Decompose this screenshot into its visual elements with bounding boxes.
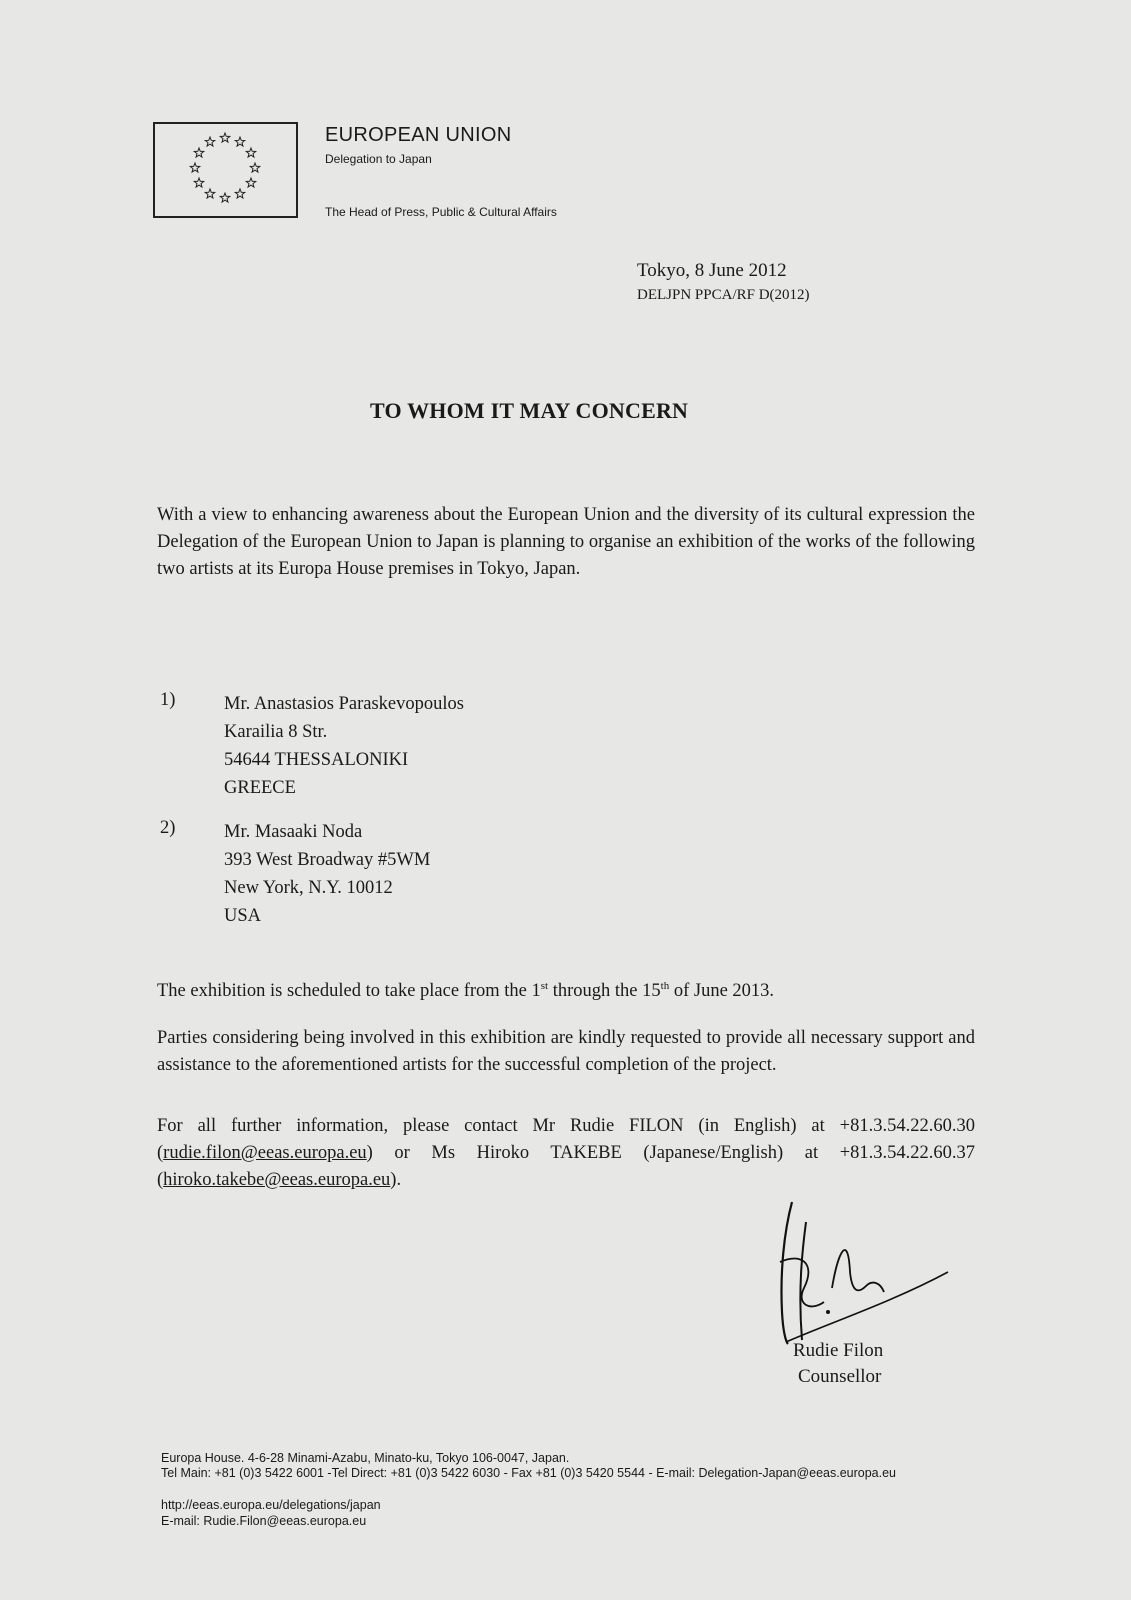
handwritten-signature <box>772 1192 972 1352</box>
artist-city: 54644 THESSALONIKI <box>224 750 409 770</box>
star-icon <box>235 189 245 198</box>
star-icon <box>194 178 204 187</box>
intro-paragraph: With a view to enhancing awareness about the European Union and the diversity of its cultural expression the Delegation of the European Union to Japan is planning to organise an exhibition of the works of the following two artists at its Europa House premises in Tokyo, Japan. <box>157 505 975 579</box>
artist-name: Mr. Anastasios Paraskevopoulos <box>224 694 464 714</box>
artist-city: New York, N.Y. 10012 <box>224 878 393 898</box>
department-name: The Head of Press, Public & Cultural Affairs <box>325 205 557 219</box>
contact-text-2: ) or Ms Hiroko TAKEBE (Japanese/English) at +81.3.54.22.60.37 ( <box>157 1143 975 1190</box>
contact-text-3: ). <box>390 1170 402 1190</box>
request-paragraph: Parties considering being involved in this exhibition are kindly requested to provide all necessary support and assistance to the aforementioned artists for the successful completion of the project. <box>157 1028 975 1075</box>
letter-date: Tokyo, 8 June 2012 <box>637 260 787 281</box>
artist-address-2 <box>224 818 430 930</box>
footer-address: Europa House. 4-6-28 Minami-Azabu, Minato-ku, Tokyo 106-0047, Japan. <box>161 1451 570 1465</box>
contact-text-1: For all further information, please contact Mr Rudie FILON (in English) at +81.3.54.22.60.30 ( <box>157 1116 975 1163</box>
star-icon <box>235 137 245 146</box>
organization-name: EUROPEAN UNION <box>325 124 512 146</box>
artist-street: 393 West Broadway #5WM <box>224 850 431 870</box>
contact-paragraph <box>157 1113 975 1194</box>
letter-reference: DELJPN PPCA/RF D(2012) <box>637 287 810 303</box>
footer-phones: Tel Main: +81 (0)3 5422 6001 -Tel Direct: +81 (0)3 5422 6030 - Fax +81 (0)3 5420 5544 - E-mail: Delegation-Japan@eeas.europa.eu <box>161 1466 897 1480</box>
star-icon <box>250 163 260 172</box>
schedule-middle-text: through the 15 <box>548 981 661 1002</box>
artist-country: USA <box>224 906 262 926</box>
star-icon <box>194 148 204 157</box>
schedule-start-text: The exhibition is scheduled to take place from the 1 <box>157 981 541 1002</box>
artist-street: Karailia 8 Str. <box>224 722 328 742</box>
star-icon <box>190 163 200 172</box>
artist-number: 1) <box>160 690 176 710</box>
delegation-name: Delegation to Japan <box>325 152 432 166</box>
schedule-start-suffix: st <box>540 980 549 992</box>
schedule-end-text: of June 2013. <box>669 981 775 1002</box>
letter-heading: TO WHOM IT MAY CONCERN <box>370 398 689 423</box>
star-icon <box>205 137 215 146</box>
artist-number: 2) <box>160 818 176 838</box>
star-icon <box>205 189 215 198</box>
footer-website[interactable]: http://eeas.europa.eu/delegations/japan <box>161 1498 381 1512</box>
schedule-end-suffix: th <box>660 980 670 992</box>
eu-logo <box>153 122 298 218</box>
email-link-takebe[interactable]: hiroko.takebe@eeas.europa.eu <box>163 1170 391 1190</box>
artist-name: Mr. Masaaki Noda <box>224 822 363 842</box>
signatory-title: Counsellor <box>798 1366 882 1387</box>
eu-flag-stars-icon <box>155 124 296 216</box>
artist-country: GREECE <box>224 778 296 798</box>
star-icon <box>220 193 230 202</box>
artist-address-1 <box>224 690 464 802</box>
star-icon <box>246 178 256 187</box>
star-icon <box>220 133 230 142</box>
email-link-filon[interactable]: rudie.filon@eeas.europa.eu <box>163 1143 367 1163</box>
signatory-name: Rudie Filon <box>793 1340 884 1361</box>
star-icon <box>246 148 256 157</box>
schedule-paragraph <box>157 973 975 1005</box>
footer-email[interactable]: E-mail: Rudie.Filon@eeas.europa.eu <box>161 1514 367 1528</box>
